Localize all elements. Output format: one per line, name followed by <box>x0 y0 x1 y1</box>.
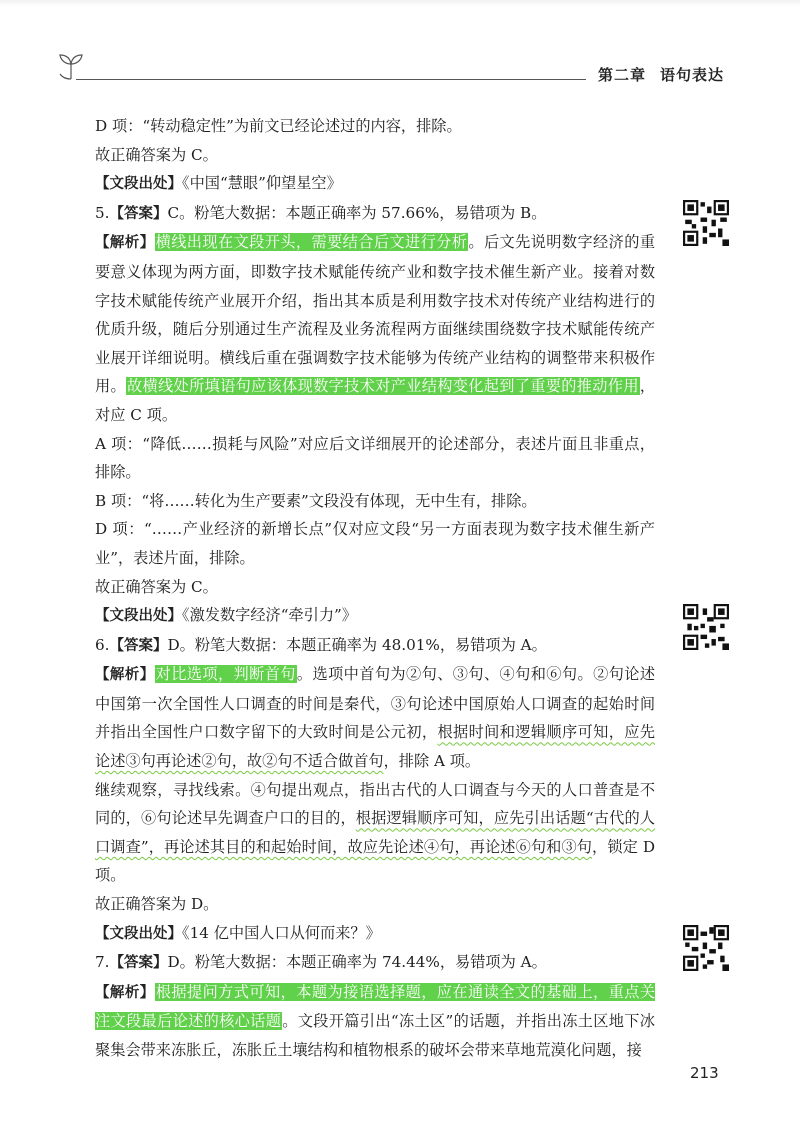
paragraph: 故正确答案为 C。 <box>95 577 218 596</box>
section-title: 语句表达 <box>660 66 725 84</box>
source-line: 【文段出处】《激发数字经济“牵引力”》 <box>95 606 357 625</box>
underline: 根据逻辑顺序可知，应先引出话题“古代的人口调查”，再论述其目的和起始时间，故应先论述④句，再论述⑥句和③句 <box>95 809 656 856</box>
qr-code-icon[interactable] <box>683 200 729 246</box>
qr-code-icon[interactable] <box>683 604 729 650</box>
source-tag: 【文段出处】 <box>95 608 182 625</box>
chapter-number: 第二章 <box>598 66 647 84</box>
page-number: 213 <box>690 1064 719 1082</box>
highlight: 根据提问方式可知，本题为接语选择题，应在通读全文的基础上，重点关注文段最后论述的核心话题 <box>95 982 656 1031</box>
page-header <box>0 0 800 100</box>
page-body <box>95 112 655 1065</box>
underline: 根据时间和逻辑顺序可知，应先论述③句再论述②句，故②句不适合做首句 <box>95 723 656 771</box>
highlight: 对比选项，判断首句 <box>155 665 296 684</box>
paragraph: 故正确答案为 D。 <box>95 895 219 914</box>
analysis-tag: 【解析】 <box>95 984 155 1001</box>
answer-tag: 【答案】 <box>109 637 168 654</box>
analysis-tag: 【解析】 <box>95 667 155 684</box>
chapter-title <box>598 64 724 85</box>
answer-line: 7.【答案】D。粉笔大数据：本题正确率为 74.44%，易错项为 A。 <box>95 953 547 972</box>
answer-tag: 【答案】 <box>109 955 168 972</box>
source-line: 【文段出处】《14 亿中国人口从何而来？》 <box>95 923 381 942</box>
paragraph: B 项：“将……转化为生产要素”文段没有体现，无中生有，排除。 <box>95 491 537 510</box>
answer-line: 6.【答案】D。粉笔大数据：本题正确率为 48.01%，易错项为 A。 <box>95 635 547 654</box>
paragraph: 继续观察，寻找线索。④句提出观点，指出古代的人口调查与今天的人口普查是不同的，⑥句论述早先调查户口的目的，根据逻辑顺序可知，应先引出话题“古代的人口调查”，再论述其目的和起始时间，故应先论述④句，再论述⑥句和③句，锁定 D 项。 <box>95 780 656 885</box>
qr-code-icon[interactable] <box>683 925 729 971</box>
paragraph: D 项：“转动稳定性”为前文已经论述过的内容，排除。 <box>95 117 462 135</box>
analysis-paragraph: 【解析】横线出现在文段开头，需要结合后文进行分析。后文先说明数字经济的重要意义体现为两方面，即数字技术赋能传统产业和数字技术催生新产业。接着对数字技术赋能传统产业展开介绍，指出其本质是利用数字技术对传统产业结构进行的优质升级，随后分别通过生产流程及业务流程两方面继续围绕数字技术赋能传统产业展开详细说明。横线后重在强调数字技术能够为传统产业结构的调整带来积极作用。故横线处所填语句应该体现数字技术对产业结构变化起到了重要的推动作用，对应 C 项。 <box>95 233 656 424</box>
source-line: 【文段出处】《中国“慧眼”仰望星空》 <box>95 174 342 193</box>
paragraph: 故正确答案为 C。 <box>95 145 218 164</box>
analysis-paragraph: 【解析】根据提问方式可知，本题为接语选择题，应在通读全文的基础上，重点关注文段最后论述的核心话题。文段开篇引出“冻土区”的话题，并指出冻土区地下冰聚集会带来冻胀丘，冻胀丘土壤结构和植物根系的破坏会带来草地荒漠化问题，接 <box>95 982 656 1059</box>
sprout-icon <box>58 52 84 80</box>
highlight: 故横线处所填语句应该体现数字技术对产业结构变化起到了重要的推动作用 <box>127 377 639 396</box>
answer-line: 5.【答案】C。粉笔大数据：本题正确率为 57.66%，易错项为 B。 <box>95 203 547 222</box>
source-tag: 【文段出处】 <box>95 925 182 942</box>
highlight: 横线出现在文段开头，需要结合后文进行分析 <box>155 233 468 252</box>
answer-tag: 【答案】 <box>109 205 168 222</box>
header-rule <box>76 79 586 80</box>
paragraph: D 项：“……产业经济的新增长点”仅对应文段“另一方面表现为数字技术催生新产业”，表述片面，排除。 <box>95 520 655 567</box>
paragraph: A 项：“降低……损耗与风险”对应后文详细展开的论述部分，表述片面且非重点，排除。 <box>95 434 655 482</box>
source-tag: 【文段出处】 <box>95 176 182 193</box>
analysis-paragraph: 【解析】对比选项，判断首句。选项中首句为②句、③句、④句和⑥句。②句论述中国第一次全国性人口调查的时间是秦代，③句论述中国原始人口调查的起始时间并指出全国性户口数字留下的大致时间是公元初，根据时间和逻辑顺序可知，应先论述③句再论述②句，故②句不适合做首句，排除 A 项。 <box>95 665 656 771</box>
analysis-tag: 【解析】 <box>95 235 155 252</box>
